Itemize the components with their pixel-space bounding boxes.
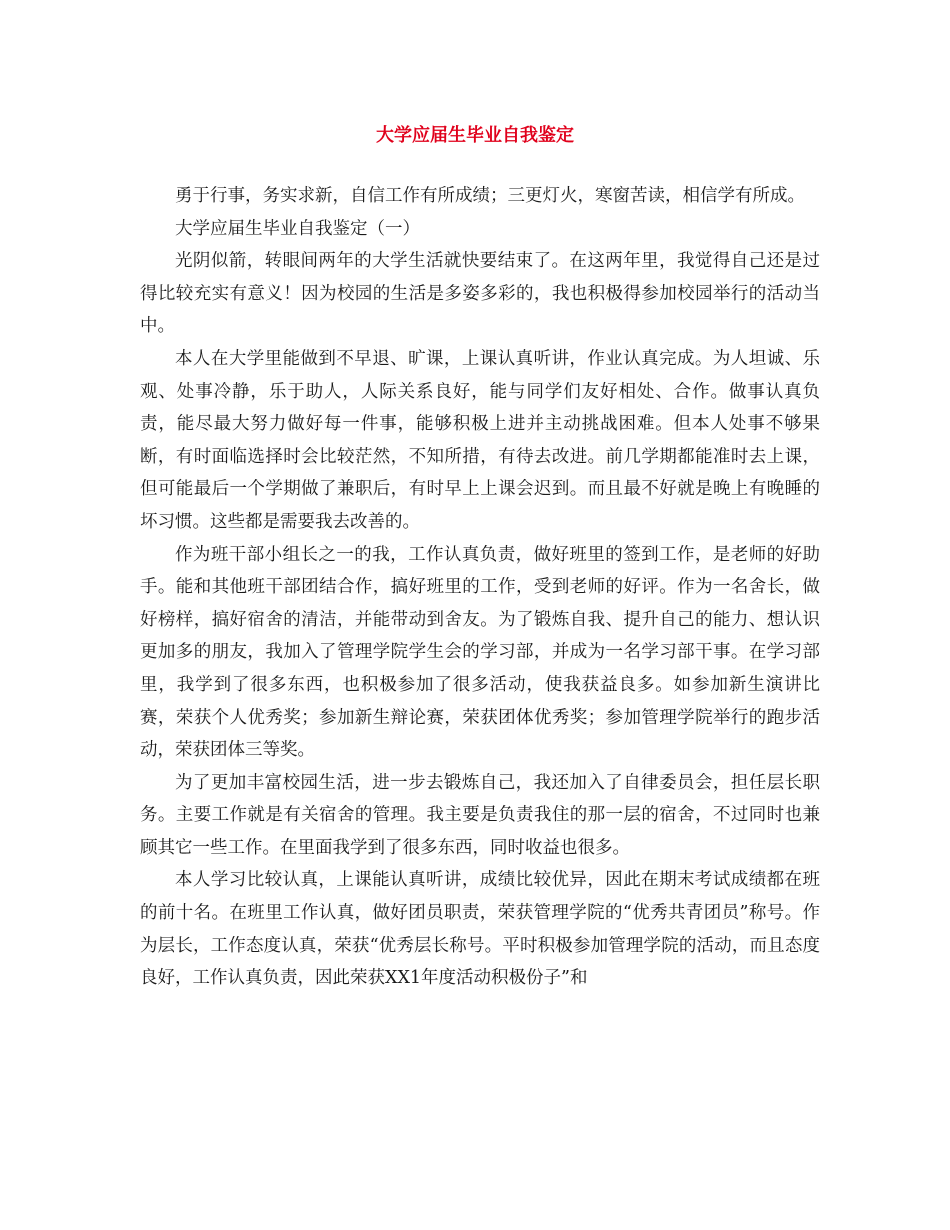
paragraph: 本人在大学里能做到不早退、旷课，上课认真听讲，作业认真完成。为人坦诚、乐观、处事冷静，乐于助人，人际关系良好，能与同学们友好相处、合作。做事认真负责，能尽最大努力做好每一件事，能够积极上进并主动挑战困难。但本人处事不够果断，有时面临选择时会比较茫然，不知所措，有待去改进。前几学期都能准时去上课，但可能最后一个学期做了兼职后，有时早上上课会迟到。而且最不好就是晚上有晚睡的坏习惯。这些都是需要我去改善的。 [140,348,820,532]
paragraph: 本人学习比较认真，上课能认真听讲，成绩比较优异，因此在期末考试成绩都在班的前十名。在班里工作认真，做好团员职责，荣获管理学院的“优秀共青团员”称号。作为层长，工作态度认真，荣获“优秀层长称号。平时积极参加管理学院的活动，而且态度良好，工作认真负责，因此荣获XX1年度活动积极份子”和 [140,870,820,989]
section-heading: 大学应届生毕业自我鉴定（一） [175,218,420,239]
document-body [140,180,820,995]
paragraph: 为了更加丰富校园生活，进一步去锻炼自己，我还加入了自律委员会，担任层长职务。主要工作就是有关宿舍的管理。我主要是负责我住的那一层的宿舍，不过同时也兼顾其它一些工作。在里面我学到了很多东西，同时收益也很多。 [140,772,820,858]
paragraph-intro: 勇于行事，务实求新，自信工作有所成绩；三更灯火，寒窗苦读，相信学有所成。 [175,186,805,206]
document-title: 大学应届生毕业自我鉴定 [376,125,574,146]
paragraph: 作为班干部小组长之一的我，工作认真负责，做好班里的签到工作，是老师的好助手。能和其他班干部团结合作，搞好班里的工作，受到老师的好评。作为一名舍长，做好榜样，搞好宿舍的清洁，并能带动到舍友。为了锻炼自我、提升自己的能力、想认识更加多的朋友，我加入了管理学院学生会的学习部，并成为一名学习部干事。在学习部里，我学到了很多东西，也积极参加了很多活动，使我获益良多。如参加新生演讲比赛，荣获个人优秀奖；参加新生辩论赛，荣获团体优秀奖；参加管理学院举行的跑步活动，荣获团体三等奖。 [140,544,820,761]
paragraph: 光阴似箭，转眼间两年的大学生活就快要结束了。在这两年里，我觉得自己还是过得比较充实有意义！因为校园的生活是多姿多彩的，我也积极得参加校园举行的活动当中。 [140,251,820,337]
